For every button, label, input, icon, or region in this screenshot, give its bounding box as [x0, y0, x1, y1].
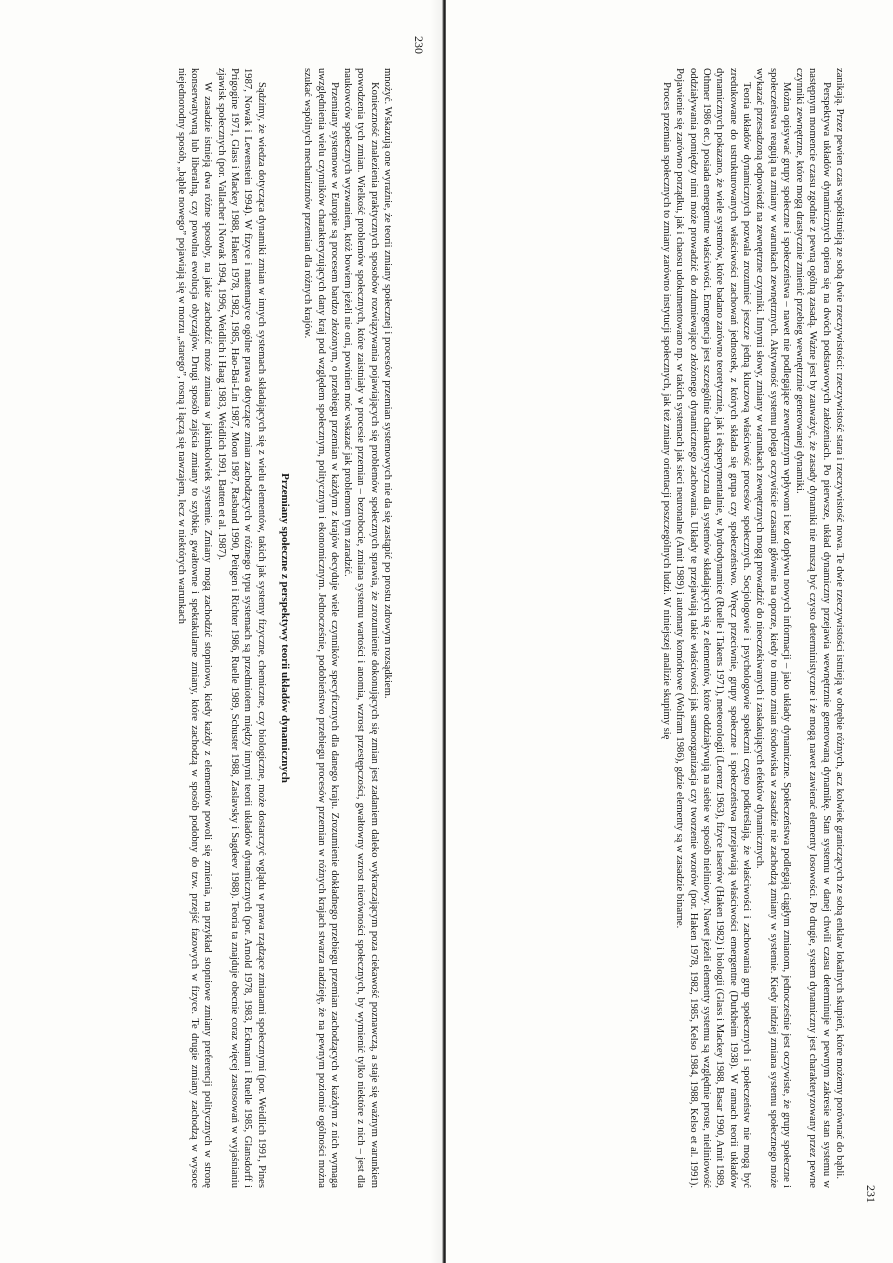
- page-number: 230: [412, 36, 426, 54]
- paragraph: Można opisywać grupy społeczne i społeczeństwa – nawet nie podlegające zewnętrznym wpływom i bez dopływu nowych informacji – jako układy dynamiczne. Społeczeństwa podlegają ciągłym zmianom, jednocześnie jest oczywiste, że grupy społeczne i społeczeństwa reagują na zmiany w warunkach zewnętrznych. Aktywność systemu polega oczywiście czasami głównie na oporze, kiedy to mimo zmian środowiska w zasadzie nie zachodzą zmiany w systemie. Kiedy indziej zmiana systemu społecznego może wykazać przesadzoną odpowiedź na zewnętrzne czynniki. Innymi słowy, zmiany w warunkach zewnętrznych mogą prowadzić do nieoczekiwanych i zaskakujących efektów dynamicznych.: [754, 68, 792, 1188]
- paragraph: Teoria układów dynamicznych pozwala zrozumieć jeszcze jedną kluczową właściwość procesów społecznych. Socjologowie i psychologowie społeczni często podkreślają, że właściwości i zachowania grup społecznych i społeczeństw nie mogą być zredukowane do ustrukturowanych właściwości zachowań jednostek, z których składa się grupa czy społeczeństwo. Wręcz przeciwnie, grupy społeczne i społeczeństwa przejawiają właściwości emergentne (Durkheim 1938). W ramach teorii układów dynamicznych pokazano, że wiele systemów, które badano zarówno teoretycznie, jak i eksperymentalnie, w hydrodynamice (Ruelle i Takens 1971), meteorologii (Lorenz 1963), fizyce laserów (Haken 1982) i biologii (Glass i Mackey 1988, Basar 1990, Amit 1989, Othmer 1986 etc.) posiada emergentne właściwości. Emergencja jest szczególnie charakterystyczna dla systemów składających się z elementów, które oddziaływują na siebie w sposób nieliniowy. Nawet jeżeli elementy systemu są względnie proste, nieliniowość oddziaływania pomiędzy nimi może prowadzić do zdumiewająco złożonego dynamicznego zachowania. Układy te przejawiają takie właściwości jak samoorganizacja czy tworzenie wzorów (por. Haken 1978, 1982, 1985, Kelso 1984, 1988, Kelso et al. 1991). Pojawienie się zarówno porządku, jak i chaosu udokumentowano np. w takich systemach jak sieci neuronalne (Amit 1989) i automaty komórkowe (Wolfram 1986), gdzie elementy są w zasadzie binarne.: [674, 68, 752, 1188]
- paragraph: Proces przemian społecznych to zmiany zarówno instytucji społecznych, jak też zmiany orientacji poszczególnych ludzi. W niniejszej analizie skupimy się: [661, 82, 673, 740]
- page-231: [452, 0, 893, 1263]
- paragraph: Konieczność znalezienia praktycznych sposobów rozwiązywania pojawiających się problemów społecznych sprawia, że zrozumienie dokonujących się zmian jest zadaniem daleko wykraczającym poza ciekawość poznawczą, a staje się ważnym warunkiem powodzenia tych zmian. Wielkość problemów społecznych, które zaistniały w procesie przemian – bezrobocie, zmiana systemu wartości i anomia, wzrost przestępczości, gwałtowny wzrost nierówności społecznych, by wymienić tylko niektóre z nich – jest dla naukowców społecznych wyzwaniem, któż bowiem jeżeli nie oni, powinien móc wskazać jak problemom tym zaradzić.: [342, 68, 380, 1188]
- page-230: [0, 0, 446, 1263]
- page-number: 231: [864, 1185, 878, 1203]
- paragraph: Przemiany systemowe w Europie są procesem bardzo złożonym, o przebiegu przemian w każdym z krajów decyduje wiele czynników specyficznych dla danego kraju. Zrozumienie dokładnego przebiegu przemian zachodzących w każdym z nich wymaga uwzględnienia wielu czynników charakteryzujących dany kraj pod względem społecznym, politycznym i ekonomicznym. Jednocześnie, podobieństwo przebiegu procesów przemian w różnych krajach stwarza nadzieję, że na pewnym poziomie ogólności można szukać wspólnych mechanizmów przemian dla różnych krajów.: [302, 68, 340, 1188]
- paragraph: zanikają. Przez pewien czas współistnieją ze sobą dwie rzeczywistości: rzeczywistość stara i rzeczywistość nowa. Te dwie rzeczywistości istnieją w obrębie różnych, acz kolwiek graniczących ze sobą enklaw lokalnych skupień, które możemy porównać do bąbli.: [834, 68, 845, 1179]
- paragraph: Sądzimy, że wiedza dotycząca dynamiki zmian w innych systemach składających się z wielu elementów, takich jak systemy fizyczne, chemiczne, czy biologiczne, może dostarczyć wglądu w prawa rządzące zmianami społecznymi (por. Weidlich 1991, Pines 1987, Nowak i Lewenstein 1994). W fizyce i matematyce ogólne prawa dotyczące zmian zachodzących w różnego typu systemach są przedmiotem między innymi teorii układów dynamicznych (por. Arnold 1978, 1983, Eckmann i Ruelle 1985, Glansdorff i Prigogine 1971, Glass i Mackey 1988, Haken 1978, 1982, 1985, Hao-Bai-Lin 1987, Moon 1987, Rasband 1990, Peitgen i Richter 1986, Ruelle 1989, Schuster 1988, Zaslavsky i Sagdeev 1988). Teoria ta znajduje obecnie coraz więcej zastosowań w wyjaśnianiu zjawisk społecznych (por. Vallacher i Nowak 1994, 1996, Weidlich i Haag 1983, Weidlich 1991, Batten et al. 1987).: [215, 68, 267, 1188]
- paragraph: W zasadzie istnieją dwa różne sposoby, na jakie zachodzić może zmiana w jakimkolwiek systemie. Zmiany mogą zachodzić stopniowo, kiedy każdy z elementów powoli się zmienia, na przykład stopniowe zmiany preferencji politycznych w stronę konserwatywną lub liberalną, czy powolna ewolucja obyczajów. Drugi sposób zajścia zmiany to szybkie, gwałtowne i spektakularne zmiany, które zachodzą w sposób podobny do tzw. przejść fazowych w fizyce. Te drugie zmiany zachodzą w wysoce niejednorodny sposób, „bąble nowego” pojawiają się w morzu „starego”, rosną i łączą się nawzajem, lecz w niektórych warunkach: [175, 68, 214, 1188]
- paragraph: mnożyć. Wskazują one wyraźnie, że teorii zmiany społecznej i procesów przemian systemowych nie da się zastąpić po prostu zdrowym rozsądkiem.: [382, 68, 393, 699]
- page-body: [482, 68, 846, 1188]
- section-heading: Przemiany społeczne z perspektywy teorii układów dynamicznych: [278, 473, 291, 783]
- page-body: [30, 68, 394, 1188]
- paragraph: Perspektywa układów dynamicznych opiera się na dwóch podstawowych założeniach. Po pierwsze, układ dynamiczny przejawia wewnętrznie generowaną dynamikę. Stan systemu w danej chwili czasu determinuje w pewnym zakresie stan systemu w następnym momencie czasu zgodnie z pewną ogólną zasadą. Ważne jest by zauważyć, że zasady dynamiki nie muszą być czysto deterministyczne i że mogą nawet zawierać elementy losowości. Po drugie, system dynamiczny jest charakteryzowany przez pewne czynniki zewnętrzne, które mogą drastycznie zmienić przebieg wewnętrznie generowanej dynamiki.: [794, 68, 832, 1188]
